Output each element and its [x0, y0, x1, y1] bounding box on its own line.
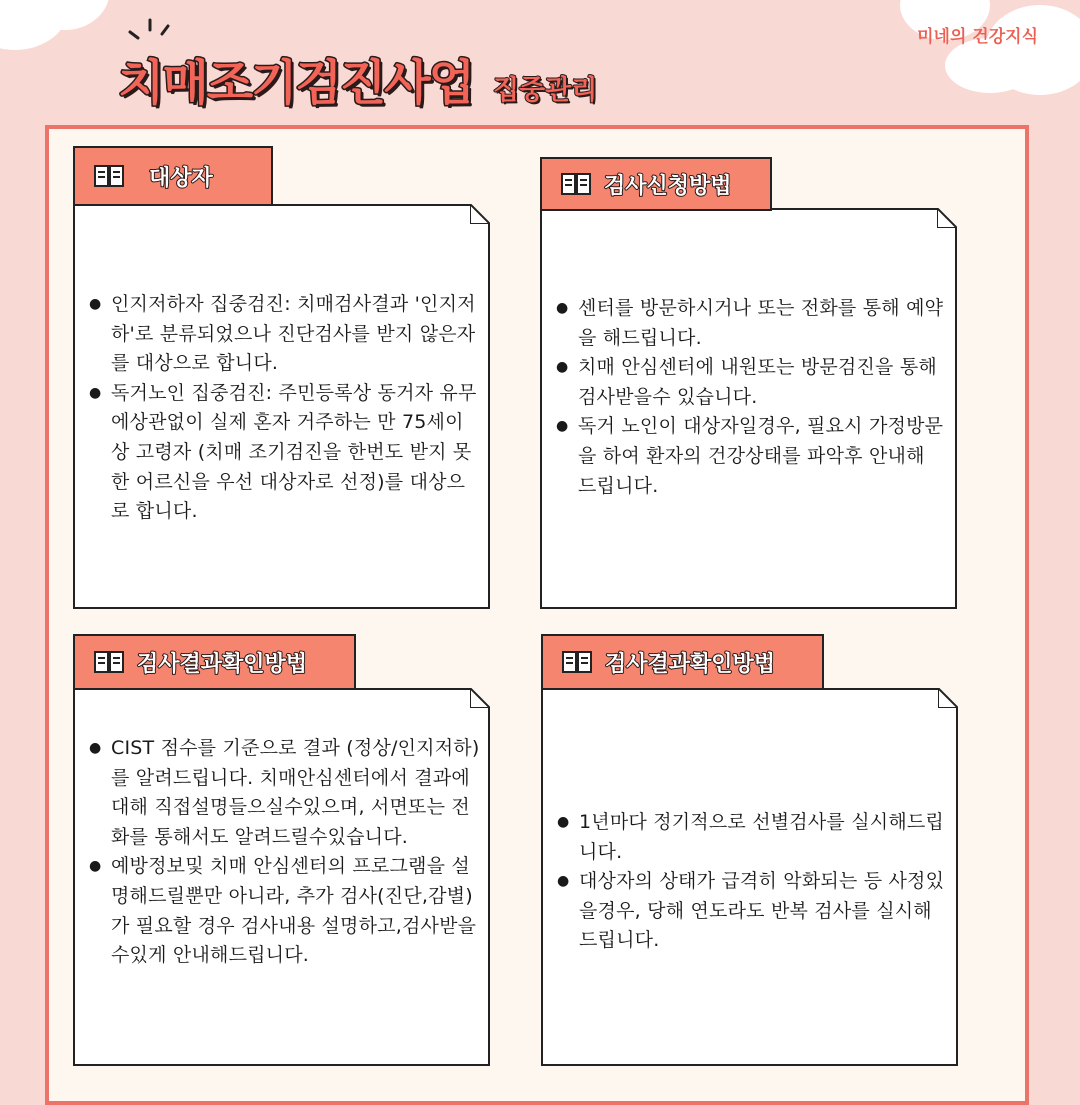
title-sub: 집중관리 — [492, 75, 598, 106]
book-icon — [93, 650, 125, 674]
title-main: 치매조기검진사업 — [118, 55, 473, 111]
tab-result-check-1 — [73, 634, 356, 690]
card-result-list-2 — [557, 808, 949, 956]
card-apply-method — [540, 208, 957, 609]
card-apply-list — [556, 294, 948, 501]
card-result-list-1 — [89, 734, 481, 971]
page-title — [118, 44, 597, 113]
page-fold-icon — [938, 688, 958, 708]
card-result-check-1 — [73, 688, 490, 1066]
tab-label: 검사결과확인방법 — [605, 651, 776, 677]
list-item: ● 인지저하자 집중검진: 치매검사결과 '인지저하'로 분류되었으나 진단검사를 받지 않은자를 대상으로 합니다. — [89, 290, 481, 379]
card-target-list — [89, 290, 481, 527]
list-item: ● 예방정보및 치매 안심센터의 프로그램을 설명해드릴뿐만 아니라, 추가 검사(진단,감별)가 필요할 경우 검사내용 설명하고,검사받을수있게 안내해드립니다. — [89, 852, 481, 970]
book-icon — [93, 164, 125, 188]
tab-label: 검사신청방법 — [604, 173, 732, 199]
tab-apply-method — [540, 157, 772, 211]
list-item: ● 치매 안심센터에 내원또는 방문검진을 통해 검사받을수 있습니다. — [556, 353, 948, 412]
list-item: ● 1년마다 정기적으로 선별검사를 실시해드립니다. — [557, 808, 949, 867]
list-item: ● 독거노인 집중검진: 주민등록상 동거자 유무에상관없이 실제 혼자 거주하는 만 75세이상 고령자 (치매 조기검진을 한번도 받지 못한 어르신을 우선 대상자로 선정)를 대상으로 합니다. — [89, 379, 481, 527]
page-fold-icon — [470, 204, 490, 224]
book-icon — [560, 172, 592, 196]
list-item: ● 센터를 방문하시거나 또는 전화를 통해 예약을 해드립니다. — [556, 294, 948, 353]
list-item: ● 대상자의 상태가 급격히 악화되는 등 사정있을경우, 당해 연도라도 반복 검사를 실시해 드립니다. — [557, 867, 949, 956]
page-fold-icon — [470, 688, 490, 708]
card-result-check-2 — [541, 688, 958, 1066]
card-target — [73, 204, 490, 609]
tab-result-check-2 — [541, 634, 824, 690]
brand-label: 미네의 건강지식 — [917, 27, 1038, 47]
list-item: ● 독거 노인이 대상자일경우, 필요시 가정방문을 하여 환자의 건강상태를 파악후 안내해 드립니다. — [556, 412, 948, 501]
tab-label: 대상자 — [149, 165, 213, 191]
book-icon — [561, 650, 593, 674]
list-item: ● CIST 점수를 기준으로 결과 (정상/인지저하)를 알려드립니다. 치매안심센터에서 결과에 대해 직접설명들으실수있으며, 서면또는 전화를 통해서도 알려드릴수있습니다. — [89, 734, 481, 852]
tab-label: 검사결과확인방법 — [137, 651, 308, 677]
tab-target — [73, 146, 273, 206]
page-fold-icon — [937, 208, 957, 228]
